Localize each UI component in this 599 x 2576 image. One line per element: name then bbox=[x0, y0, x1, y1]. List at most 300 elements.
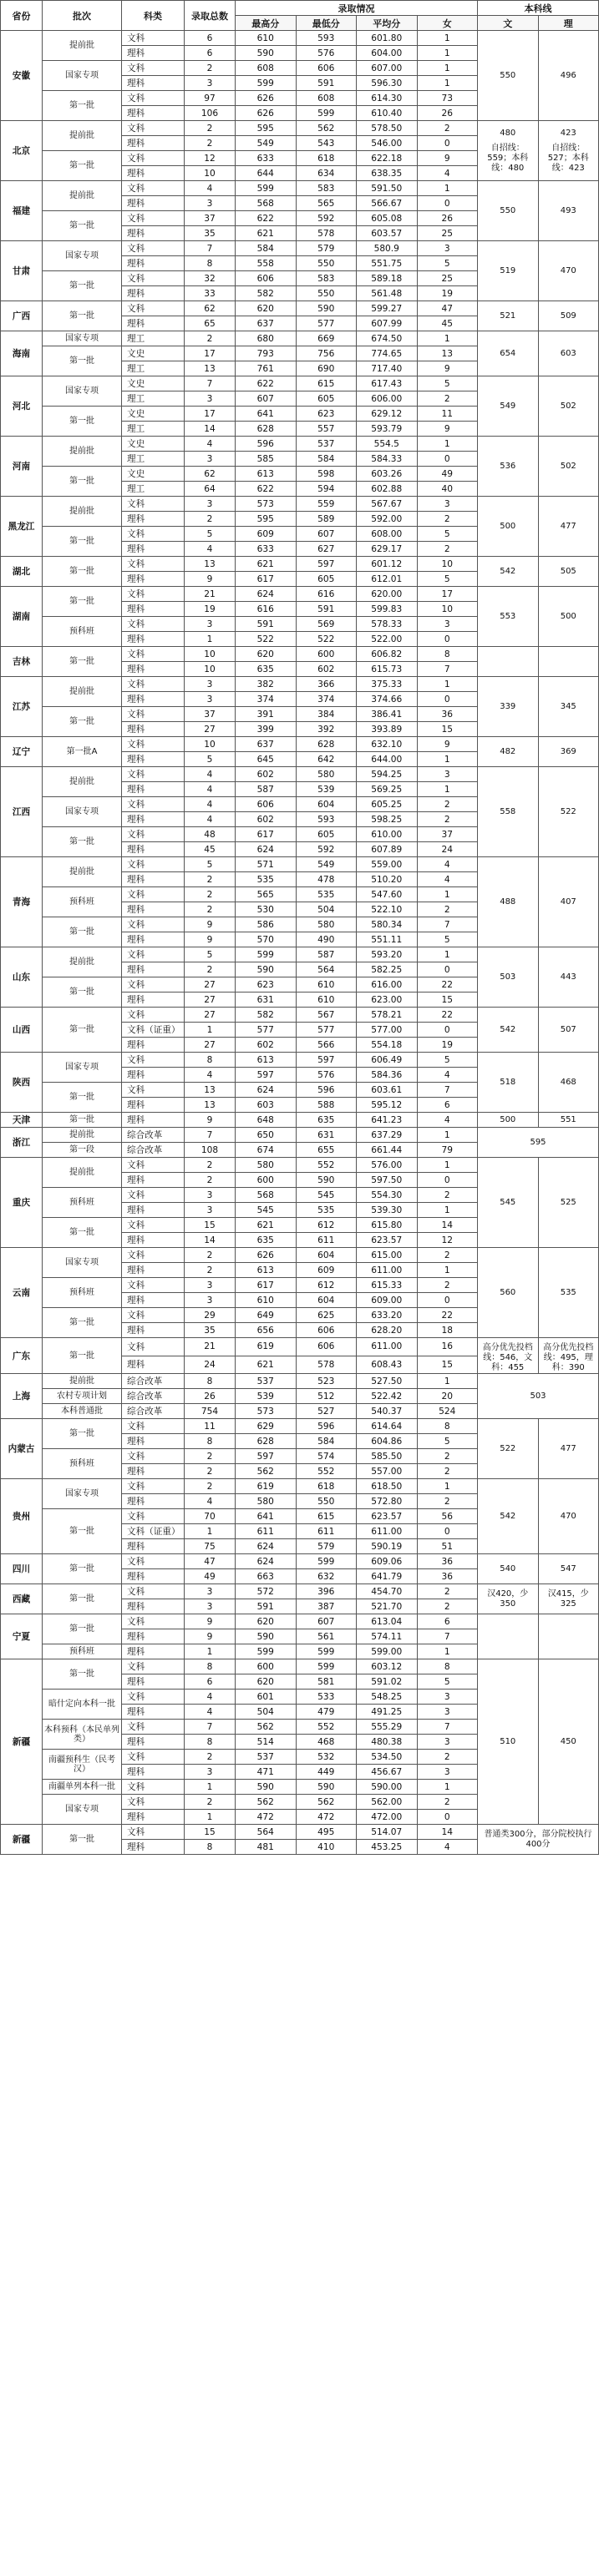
max-cell: 572 bbox=[236, 1584, 297, 1599]
table-row bbox=[1, 767, 599, 782]
total-cell: 2 bbox=[185, 136, 236, 151]
header-female: 女 bbox=[417, 16, 478, 31]
line-note: 高分优先投档线：546，文科：455 bbox=[482, 1343, 533, 1372]
province-cell: 西藏 bbox=[1, 1584, 43, 1614]
subject-cell: 文科 bbox=[122, 617, 185, 632]
table-row bbox=[1, 121, 599, 136]
total-cell: 13 bbox=[185, 361, 236, 376]
avg-cell: 547.60 bbox=[357, 887, 418, 902]
table-row bbox=[1, 241, 599, 256]
min-cell: 616 bbox=[296, 587, 357, 602]
female-cell: 79 bbox=[417, 1143, 478, 1158]
female-cell: 1 bbox=[417, 1780, 478, 1795]
subject-cell: 理科 bbox=[122, 1038, 185, 1053]
female-cell: 1 bbox=[417, 31, 478, 46]
avg-cell: 623.57 bbox=[357, 1509, 418, 1524]
subject-cell: 文科 bbox=[122, 917, 185, 932]
line-wen-cell bbox=[478, 1338, 539, 1374]
avg-cell: 629.17 bbox=[357, 542, 418, 557]
total-cell: 4 bbox=[185, 782, 236, 797]
subject-cell: 文科 bbox=[122, 707, 185, 722]
max-cell: 613 bbox=[236, 467, 297, 482]
female-cell: 5 bbox=[417, 1434, 478, 1449]
female-cell: 1 bbox=[417, 46, 478, 61]
max-cell: 663 bbox=[236, 1569, 297, 1584]
batch-cell: 第一批 bbox=[43, 1218, 122, 1248]
subject-cell: 文科 bbox=[122, 797, 185, 812]
total-cell: 14 bbox=[185, 422, 236, 437]
total-cell: 6 bbox=[185, 1674, 236, 1690]
subject-cell: 文史 bbox=[122, 437, 185, 452]
total-cell: 4 bbox=[185, 437, 236, 452]
min-cell: 584 bbox=[296, 1434, 357, 1449]
max-cell: 603 bbox=[236, 1098, 297, 1113]
province-cell: 安徽 bbox=[1, 31, 43, 121]
min-cell: 581 bbox=[296, 1674, 357, 1690]
line-li-cell bbox=[538, 376, 599, 437]
subject-cell: 理科 bbox=[122, 993, 185, 1008]
line-note: 自招线：527；本科线：423 bbox=[547, 143, 589, 173]
table-row bbox=[1, 1128, 599, 1143]
total-cell: 26 bbox=[185, 1389, 236, 1404]
min-cell: 564 bbox=[296, 962, 357, 977]
max-cell: 617 bbox=[236, 572, 297, 587]
batch-cell: 提前批 bbox=[43, 181, 122, 211]
max-cell: 622 bbox=[236, 482, 297, 497]
line-value: 503 bbox=[500, 972, 516, 982]
avg-cell: 548.25 bbox=[357, 1690, 418, 1705]
batch-cell: 本科普通批 bbox=[43, 1404, 122, 1419]
avg-cell: 592.00 bbox=[357, 512, 418, 527]
total-cell: 17 bbox=[185, 346, 236, 361]
line-li-cell bbox=[538, 767, 599, 857]
female-cell: 5 bbox=[417, 932, 478, 947]
min-cell: 562 bbox=[296, 121, 357, 136]
province-cell: 宁夏 bbox=[1, 1614, 43, 1659]
min-cell: 396 bbox=[296, 1584, 357, 1599]
line-wen-cell bbox=[478, 737, 539, 767]
max-cell: 602 bbox=[236, 1038, 297, 1053]
subject-cell: 理科 bbox=[122, 572, 185, 587]
female-cell: 7 bbox=[417, 1720, 478, 1735]
avg-cell: 606.00 bbox=[357, 391, 418, 407]
subject-cell: 综合改革 bbox=[122, 1374, 185, 1389]
subject-cell: 理科 bbox=[122, 1203, 185, 1218]
female-cell: 15 bbox=[417, 993, 478, 1008]
total-cell: 7 bbox=[185, 241, 236, 256]
min-cell: 522 bbox=[296, 632, 357, 647]
min-cell: 545 bbox=[296, 1188, 357, 1203]
line-wen-cell bbox=[478, 767, 539, 857]
line-value: 545 bbox=[500, 1197, 516, 1207]
min-cell: 600 bbox=[296, 647, 357, 662]
line-value: 510 bbox=[500, 1736, 516, 1746]
avg-cell: 774.65 bbox=[357, 346, 418, 361]
batch-cell: 第一批 bbox=[43, 91, 122, 121]
max-cell: 399 bbox=[236, 722, 297, 737]
line-li-cell bbox=[538, 437, 599, 497]
avg-cell: 522.10 bbox=[357, 902, 418, 917]
total-cell: 24 bbox=[185, 1356, 236, 1374]
max-cell: 599 bbox=[236, 76, 297, 91]
max-cell: 391 bbox=[236, 707, 297, 722]
female-cell: 37 bbox=[417, 827, 478, 842]
min-cell: 552 bbox=[296, 1464, 357, 1479]
min-cell: 604 bbox=[296, 1248, 357, 1263]
min-cell: 591 bbox=[296, 602, 357, 617]
total-cell: 35 bbox=[185, 1323, 236, 1338]
table-row bbox=[1, 737, 599, 752]
table-row bbox=[1, 1248, 599, 1263]
line-value: 509 bbox=[560, 311, 576, 321]
avg-cell: 611.00 bbox=[357, 1263, 418, 1278]
max-cell: 582 bbox=[236, 286, 297, 301]
total-cell: 65 bbox=[185, 316, 236, 331]
batch-cell: 第一段 bbox=[43, 1143, 122, 1158]
avg-cell: 615.73 bbox=[357, 662, 418, 677]
line-value: 505 bbox=[560, 566, 576, 576]
line-li-cell bbox=[538, 647, 599, 677]
min-cell: 609 bbox=[296, 1263, 357, 1278]
batch-cell: 提前批 bbox=[43, 437, 122, 467]
table-row bbox=[1, 301, 599, 316]
subject-cell: 文史 bbox=[122, 467, 185, 482]
subject-cell: 理科 bbox=[122, 752, 185, 767]
min-cell: 594 bbox=[296, 482, 357, 497]
female-cell: 73 bbox=[417, 91, 478, 106]
table-row bbox=[1, 1825, 599, 1840]
min-cell: 634 bbox=[296, 166, 357, 181]
min-cell: 574 bbox=[296, 1449, 357, 1464]
subject-cell: 文科 bbox=[122, 1008, 185, 1023]
batch-cell: 第一批 bbox=[43, 647, 122, 677]
female-cell: 3 bbox=[417, 767, 478, 782]
table-row bbox=[1, 1374, 599, 1389]
province-cell: 上海 bbox=[1, 1374, 43, 1419]
avg-cell: 606.82 bbox=[357, 647, 418, 662]
batch-cell: 第一批 bbox=[43, 1008, 122, 1053]
subject-cell: 理科 bbox=[122, 1068, 185, 1083]
total-cell: 6 bbox=[185, 31, 236, 46]
avg-cell: 644.00 bbox=[357, 752, 418, 767]
female-cell: 14 bbox=[417, 1218, 478, 1233]
line-value: 553 bbox=[500, 611, 516, 621]
female-cell: 1 bbox=[417, 61, 478, 76]
line-li-cell bbox=[538, 1614, 599, 1659]
min-cell: 599 bbox=[296, 106, 357, 121]
header-line: 本科线 bbox=[478, 1, 599, 16]
line-merged-cell: 503 bbox=[478, 1374, 599, 1419]
total-cell: 5 bbox=[185, 527, 236, 542]
avg-cell: 608.00 bbox=[357, 527, 418, 542]
subject-cell: 理科 bbox=[122, 196, 185, 211]
total-cell: 2 bbox=[185, 872, 236, 887]
avg-cell: 576.00 bbox=[357, 1158, 418, 1173]
line-li-cell bbox=[538, 301, 599, 331]
table-row bbox=[1, 437, 599, 452]
female-cell: 56 bbox=[417, 1509, 478, 1524]
max-cell: 573 bbox=[236, 497, 297, 512]
province-cell: 湖南 bbox=[1, 587, 43, 647]
avg-cell: 590.00 bbox=[357, 1780, 418, 1795]
female-cell: 3 bbox=[417, 1705, 478, 1720]
batch-cell: 第一批 bbox=[43, 1113, 122, 1128]
min-cell: 611 bbox=[296, 1233, 357, 1248]
max-cell: 577 bbox=[236, 1023, 297, 1038]
table-row bbox=[1, 587, 599, 602]
subject-cell: 文科 bbox=[122, 241, 185, 256]
batch-cell: 第一批 bbox=[43, 1584, 122, 1614]
total-cell: 45 bbox=[185, 842, 236, 857]
max-cell: 573 bbox=[236, 1404, 297, 1419]
max-cell: 606 bbox=[236, 271, 297, 286]
subject-cell: 文科 bbox=[122, 1795, 185, 1810]
batch-cell: 第一批 bbox=[43, 587, 122, 617]
total-cell: 2 bbox=[185, 1173, 236, 1188]
total-cell: 49 bbox=[185, 1569, 236, 1584]
subject-cell: 理工 bbox=[122, 361, 185, 376]
avg-cell: 561.48 bbox=[357, 286, 418, 301]
line-value: 549 bbox=[500, 401, 516, 411]
female-cell: 5 bbox=[417, 527, 478, 542]
batch-cell: 国家专项 bbox=[43, 1795, 122, 1825]
min-cell: 605 bbox=[296, 391, 357, 407]
subject-cell: 文科 bbox=[122, 947, 185, 962]
province-cell: 青海 bbox=[1, 857, 43, 947]
female-cell: 22 bbox=[417, 1008, 478, 1023]
subject-cell: 理科 bbox=[122, 1173, 185, 1188]
subject-cell: 文科 bbox=[122, 61, 185, 76]
province-cell: 河南 bbox=[1, 437, 43, 497]
max-cell: 539 bbox=[236, 1389, 297, 1404]
avg-cell: 551.75 bbox=[357, 256, 418, 271]
max-cell: 624 bbox=[236, 1083, 297, 1098]
batch-cell: 提前批 bbox=[43, 947, 122, 977]
subject-cell: 理科 bbox=[122, 1765, 185, 1780]
max-cell: 549 bbox=[236, 136, 297, 151]
min-cell: 569 bbox=[296, 617, 357, 632]
total-cell: 2 bbox=[185, 962, 236, 977]
min-cell: 606 bbox=[296, 61, 357, 76]
female-cell: 0 bbox=[417, 1810, 478, 1825]
total-cell: 3 bbox=[185, 617, 236, 632]
female-cell: 1 bbox=[417, 887, 478, 902]
subject-cell: 理科 bbox=[122, 962, 185, 977]
header-batch: 批次 bbox=[43, 1, 122, 31]
female-cell: 10 bbox=[417, 602, 478, 617]
table-row bbox=[1, 181, 599, 196]
min-cell: 756 bbox=[296, 346, 357, 361]
min-cell: 577 bbox=[296, 1023, 357, 1038]
female-cell: 15 bbox=[417, 722, 478, 737]
max-cell: 620 bbox=[236, 1674, 297, 1690]
subject-cell: 理科 bbox=[122, 1569, 185, 1584]
line-li-cell bbox=[538, 1584, 599, 1614]
avg-cell: 559.00 bbox=[357, 857, 418, 872]
avg-cell: 602.88 bbox=[357, 482, 418, 497]
avg-cell: 562.00 bbox=[357, 1795, 418, 1810]
avg-cell: 522.42 bbox=[357, 1389, 418, 1404]
subject-cell: 文科 bbox=[122, 271, 185, 286]
total-cell: 8 bbox=[185, 1374, 236, 1389]
total-cell: 4 bbox=[185, 542, 236, 557]
total-cell: 9 bbox=[185, 1614, 236, 1629]
min-cell: 532 bbox=[296, 1750, 357, 1765]
batch-cell: 第一批 bbox=[43, 707, 122, 737]
avg-cell: 606.49 bbox=[357, 1053, 418, 1068]
female-cell: 11 bbox=[417, 407, 478, 422]
avg-cell: 584.33 bbox=[357, 452, 418, 467]
batch-cell: 第一批 bbox=[43, 827, 122, 857]
female-cell: 0 bbox=[417, 452, 478, 467]
female-cell: 2 bbox=[417, 1248, 478, 1263]
batch-cell: 预科班 bbox=[43, 1644, 122, 1659]
table-row bbox=[1, 857, 599, 872]
max-cell: 645 bbox=[236, 752, 297, 767]
line-value: 535 bbox=[560, 1287, 576, 1297]
female-cell: 0 bbox=[417, 136, 478, 151]
female-cell: 8 bbox=[417, 1419, 478, 1434]
total-cell: 17 bbox=[185, 407, 236, 422]
subject-cell: 理科 bbox=[122, 1735, 185, 1750]
line-value: 468 bbox=[560, 1077, 576, 1087]
line-value: 450 bbox=[560, 1736, 576, 1746]
min-cell: 590 bbox=[296, 301, 357, 316]
avg-cell: 596.30 bbox=[357, 76, 418, 91]
province-cell: 新疆 bbox=[1, 1659, 43, 1825]
min-cell: 605 bbox=[296, 827, 357, 842]
min-cell: 604 bbox=[296, 1293, 357, 1308]
avg-cell: 603.12 bbox=[357, 1659, 418, 1674]
min-cell: 552 bbox=[296, 1158, 357, 1173]
line-value: 536 bbox=[500, 461, 516, 471]
min-cell: 597 bbox=[296, 1053, 357, 1068]
total-cell: 5 bbox=[185, 857, 236, 872]
batch-cell: 国家专项 bbox=[43, 376, 122, 407]
line-value: 493 bbox=[560, 205, 576, 215]
female-cell: 7 bbox=[417, 662, 478, 677]
province-cell: 广西 bbox=[1, 301, 43, 331]
line-value: 502 bbox=[560, 401, 576, 411]
subject-cell: 理科 bbox=[122, 256, 185, 271]
min-cell: 606 bbox=[296, 1323, 357, 1338]
batch-cell: 暗什定向本科一批 bbox=[43, 1690, 122, 1720]
min-cell: 552 bbox=[296, 1720, 357, 1735]
female-cell: 10 bbox=[417, 557, 478, 572]
max-cell: 621 bbox=[236, 1356, 297, 1374]
avg-cell: 555.29 bbox=[357, 1720, 418, 1735]
min-cell: 593 bbox=[296, 812, 357, 827]
min-cell: 576 bbox=[296, 1068, 357, 1083]
max-cell: 626 bbox=[236, 91, 297, 106]
line-value: 496 bbox=[560, 70, 576, 80]
min-cell: 615 bbox=[296, 1509, 357, 1524]
female-cell: 6 bbox=[417, 1614, 478, 1629]
female-cell: 17 bbox=[417, 587, 478, 602]
avg-cell: 393.89 bbox=[357, 722, 418, 737]
line-value: 522 bbox=[560, 806, 576, 816]
max-cell: 621 bbox=[236, 1218, 297, 1233]
subject-cell: 理科 bbox=[122, 1464, 185, 1479]
female-cell: 2 bbox=[417, 121, 478, 136]
avg-cell: 641.23 bbox=[357, 1113, 418, 1128]
avg-cell: 601.12 bbox=[357, 557, 418, 572]
min-cell: 590 bbox=[296, 1780, 357, 1795]
line-wen-cell bbox=[478, 31, 539, 121]
total-cell: 10 bbox=[185, 166, 236, 181]
min-cell: 612 bbox=[296, 1278, 357, 1293]
line-value: 482 bbox=[500, 746, 516, 756]
female-cell: 0 bbox=[417, 1524, 478, 1539]
subject-cell: 文科 bbox=[122, 737, 185, 752]
avg-cell: 480.38 bbox=[357, 1735, 418, 1750]
total-cell: 4 bbox=[185, 797, 236, 812]
total-cell: 4 bbox=[185, 1690, 236, 1705]
batch-cell: 第一批A bbox=[43, 737, 122, 767]
total-cell: 33 bbox=[185, 286, 236, 301]
batch-cell: 第一批 bbox=[43, 1614, 122, 1644]
avg-cell: 616.00 bbox=[357, 977, 418, 993]
total-cell: 27 bbox=[185, 722, 236, 737]
batch-cell: 国家专项 bbox=[43, 1053, 122, 1083]
total-cell: 3 bbox=[185, 1584, 236, 1599]
line-wen-cell bbox=[478, 857, 539, 947]
female-cell: 4 bbox=[417, 1068, 478, 1083]
total-cell: 2 bbox=[185, 1158, 236, 1173]
max-cell: 607 bbox=[236, 391, 297, 407]
min-cell: 628 bbox=[296, 737, 357, 752]
total-cell: 1 bbox=[185, 1524, 236, 1539]
total-cell: 3 bbox=[185, 1188, 236, 1203]
max-cell: 590 bbox=[236, 46, 297, 61]
province-cell: 海南 bbox=[1, 331, 43, 376]
min-cell: 410 bbox=[296, 1840, 357, 1855]
min-cell: 631 bbox=[296, 1128, 357, 1143]
total-cell: 1 bbox=[185, 1780, 236, 1795]
avg-cell: 611.00 bbox=[357, 1338, 418, 1356]
avg-cell: 521.70 bbox=[357, 1599, 418, 1614]
max-cell: 530 bbox=[236, 902, 297, 917]
line-value: 477 bbox=[560, 521, 576, 531]
subject-cell: 文科（证重） bbox=[122, 1524, 185, 1539]
total-cell: 37 bbox=[185, 707, 236, 722]
total-cell: 14 bbox=[185, 1233, 236, 1248]
batch-cell: 提前批 bbox=[43, 677, 122, 707]
table-row bbox=[1, 1113, 599, 1128]
min-cell: 590 bbox=[296, 1173, 357, 1188]
max-cell: 591 bbox=[236, 617, 297, 632]
subject-cell: 理科 bbox=[122, 76, 185, 91]
female-cell: 9 bbox=[417, 361, 478, 376]
avg-cell: 597.50 bbox=[357, 1173, 418, 1188]
female-cell: 2 bbox=[417, 1449, 478, 1464]
total-cell: 8 bbox=[185, 1659, 236, 1674]
header-avg: 平均分 bbox=[357, 16, 418, 31]
avg-cell: 569.25 bbox=[357, 782, 418, 797]
subject-cell: 文科 bbox=[122, 527, 185, 542]
line-li-cell bbox=[538, 587, 599, 647]
avg-cell: 582.25 bbox=[357, 962, 418, 977]
province-cell: 山西 bbox=[1, 1008, 43, 1053]
max-cell: 620 bbox=[236, 1614, 297, 1629]
female-cell: 0 bbox=[417, 1023, 478, 1038]
female-cell: 1 bbox=[417, 752, 478, 767]
total-cell: 62 bbox=[185, 467, 236, 482]
min-cell: 598 bbox=[296, 467, 357, 482]
female-cell: 1 bbox=[417, 76, 478, 91]
max-cell: 590 bbox=[236, 1780, 297, 1795]
line-value: 551 bbox=[560, 1114, 576, 1124]
